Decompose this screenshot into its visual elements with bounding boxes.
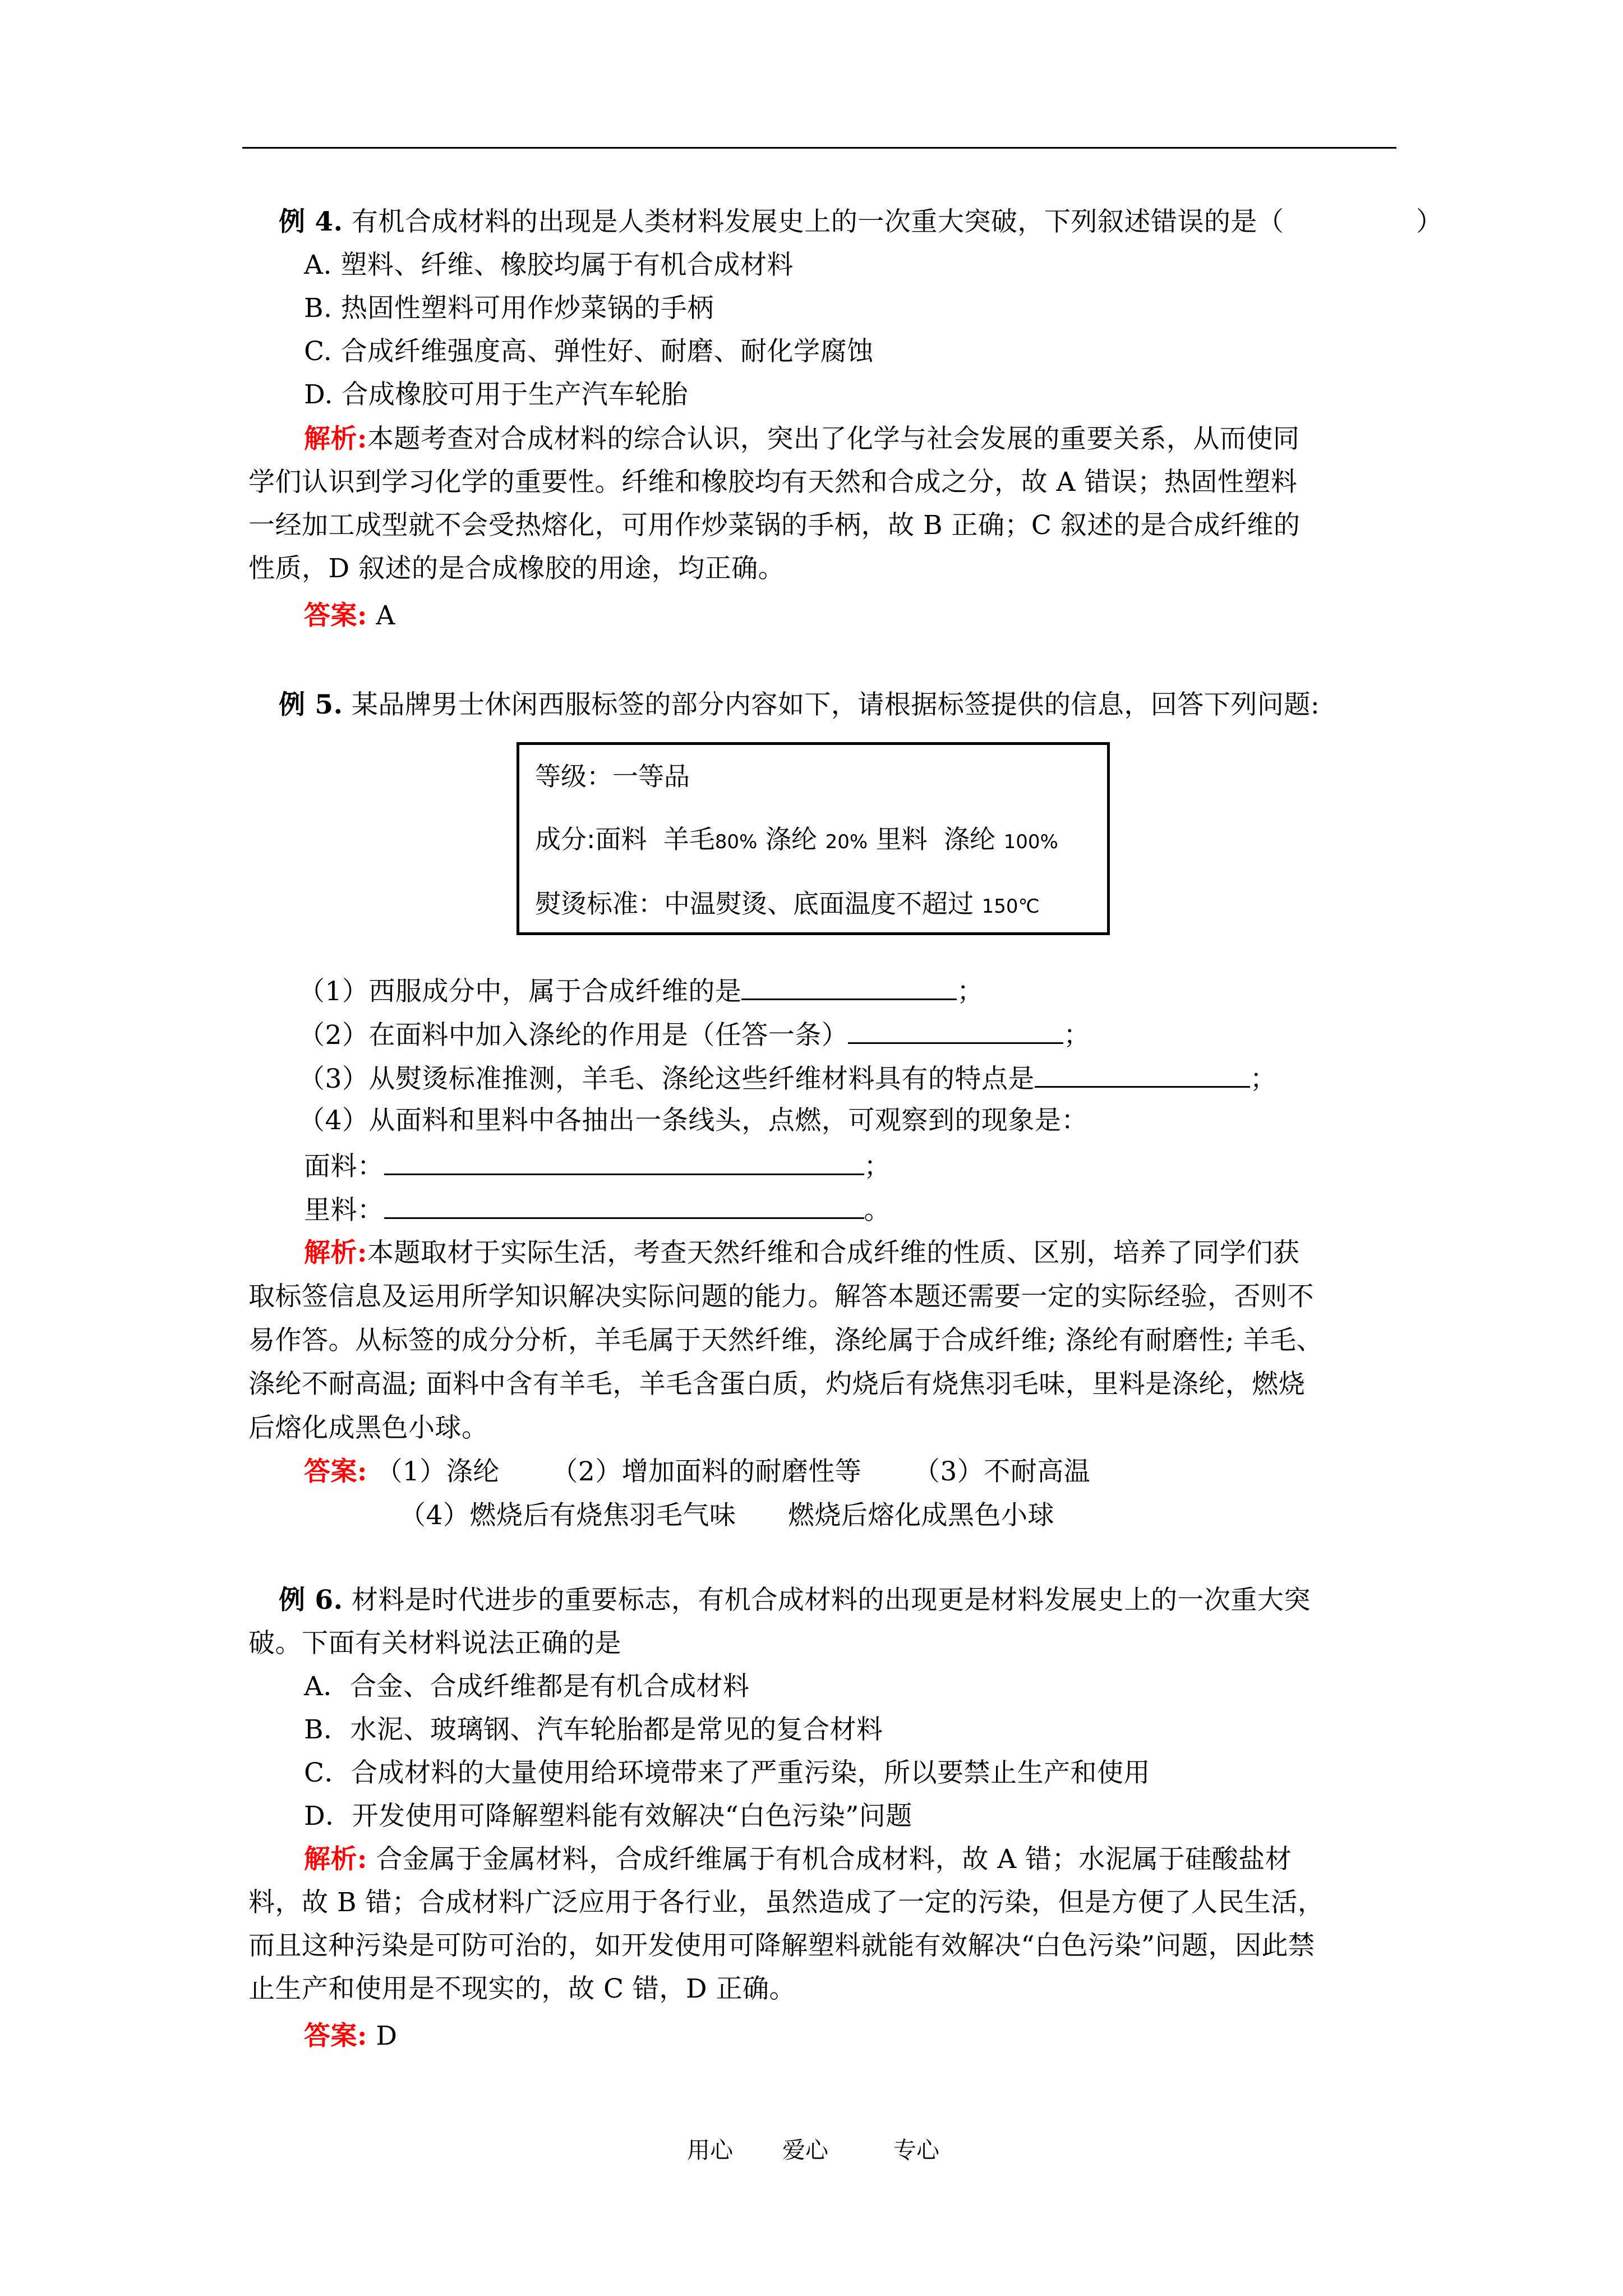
ex5-q1: （1）西服成分中，属于合成纤维的是 ； <box>298 973 984 1009</box>
ex4-answer-label: 答案: <box>304 600 367 631</box>
ex5-question <box>279 688 1320 722</box>
ex4-option-c: C. 合成纤维强度高、弹性好、耐磨、耐化学腐蚀 <box>304 336 874 367</box>
ex5-question-text: 某品牌男士休闲西服标签的部分内容如下，请根据标签提供的信息，回答下列问题: <box>351 689 1320 720</box>
ex5-label: 例 5. <box>279 689 343 720</box>
ex6-question-line1: 例 6. 材料是时代进步的重要标志，有机合成材料的出现更是材料发展史上的一次重大突 <box>279 1585 1311 1616</box>
footer-item-3: 专心 <box>893 2137 939 2164</box>
ex5-analysis-line4: 涤纶不耐高温; 面料中含有羊毛，羊毛含蛋白质，灼烧后有烧焦羽毛味，里料是涤纶，燃烧 <box>248 1369 1306 1400</box>
ex4-option-a: A. 塑料、纤维、橡胶均属于有机合成材料 <box>304 250 794 280</box>
tag-grade: 等级：一等品 <box>535 761 690 792</box>
ex4-question <box>279 205 1284 239</box>
ex4-answer-value: A <box>376 600 395 631</box>
footer-item-2: 爱心 <box>782 2137 828 2164</box>
ex5-analysis-line1: 解析:本题取材于实际生活，考查天然纤维和合成纤维的性质、区别，培养了同学们获 <box>304 1237 1300 1268</box>
ex4-option-d: D. 合成橡胶可用于生产汽车轮胎 <box>304 379 688 410</box>
ex4-analysis-line2: 学们认识到学习化学的重要性。纤维和橡胶均有天然和合成之分，故 A 错误；热固性塑料 <box>248 467 1298 498</box>
ex5-analysis-line2: 取标签信息及运用所学知识解决实际问题的能力。解答本题还需要一定的实际经验，否则不 <box>248 1281 1314 1312</box>
ex6-question-line2: 破。下面有关材料说法正确的是 <box>248 1628 621 1659</box>
ex5-q3-blank[interactable] <box>1035 1060 1250 1088</box>
ex6-answer-label: 答案: <box>304 2021 367 2051</box>
ex5-analysis-label: 解析: <box>304 1237 367 1268</box>
ex6-analysis-line1: 解析: 合金属于金属材料，合成纤维属于有机合成材料，故 A 错；水泥属于硅酸盐材 <box>304 1844 1292 1875</box>
ex6-option-a: A．合金、合成纤维都是有机合成材料 <box>304 1671 750 1702</box>
footer-item-1: 用心 <box>687 2137 733 2164</box>
ex6-analysis-label: 解析: <box>304 1844 367 1875</box>
ex4-analysis-label: 解析: <box>304 424 367 454</box>
ex6-analysis-line4: 止生产和使用是不现实的，故 C 错，D 正确。 <box>248 1973 796 2004</box>
ex6-option-b: B．水泥、玻璃钢、汽车轮胎都是常见的复合材料 <box>304 1714 883 1745</box>
ex5-q1-blank[interactable] <box>741 973 957 1000</box>
ex4-analysis-line1: 解析:本题考查对合成材料的综合认识，突出了化学与社会发展的重要关系，从而使同 <box>304 424 1300 454</box>
ex6-option-c: C．合成材料的大量使用给环境带来了严重污染，所以要禁止生产和使用 <box>304 1757 1150 1788</box>
ex4-analysis-line4: 性质，D 叙述的是合成橡胶的用途，均正确。 <box>248 553 785 584</box>
ex5-lining-blank[interactable] <box>384 1191 864 1219</box>
ex5-q2-blank[interactable] <box>848 1016 1063 1044</box>
ex5-q4: （4）从面料和里料中各抽出一条线头，点燃，可观察到的现象是： <box>298 1105 1088 1136</box>
garment-tag <box>517 742 1110 935</box>
ex4-analysis-line3: 一经加工成型就不会受热熔化，可用作炒菜锅的手柄，故 B 正确；C 叙述的是合成纤维的 <box>248 510 1301 541</box>
tag-composition: 成分:面料 羊毛80% 涤纶 20% 里料 涤纶 100% <box>535 824 1058 854</box>
ex6-analysis-line3: 而且这种污染是可防可治的，如开发使用可降解塑料就能有效解决“白色污染”问题，因此禁 <box>248 1930 1315 1961</box>
ex6-answer <box>304 2019 398 2053</box>
ex5-lining-line: 里料： 。 <box>304 1191 891 1227</box>
ex4-option-b: B. 热固性塑料可用作炒菜锅的手柄 <box>304 293 714 324</box>
ex6-label: 例 6. <box>279 1585 343 1616</box>
ex4-label: 例 4. <box>279 206 343 237</box>
ex6-analysis-line2: 料，故 B 错；合成材料广泛应用于各行业，虽然造成了一定的污染，但是方便了人民生活， <box>248 1887 1325 1918</box>
header-rule <box>242 147 1396 149</box>
ex4-paren-close: ） <box>1416 206 1443 237</box>
ex6-answer-value: D <box>376 2021 398 2051</box>
ex5-answer-label: 答案: <box>304 1456 367 1487</box>
tag-ironing: 熨烫标准：中温熨烫、底面温度不超过 150℃ <box>535 889 1040 919</box>
ex6-option-d: D．开发使用可降解塑料能有效解决“白色污染”问题 <box>304 1801 912 1832</box>
ex4-answer <box>304 599 395 633</box>
ex5-answer-line1: 答案: （1）涤纶 （2）增加面料的耐磨性等 （3）不耐高温 <box>304 1456 1091 1487</box>
ex5-fabric-line: 面料： ； <box>304 1148 891 1184</box>
ex5-fabric-blank[interactable] <box>384 1148 864 1175</box>
ex5-answer-line2: （4）燃烧后有烧焦羽毛气味 燃烧后熔化成黑色小球 <box>399 1500 1055 1531</box>
ex5-analysis-line3: 易作答。从标签的成分分析，羊毛属于天然纤维，涤纶属于合成纤维; 涤纶有耐磨性; 羊毛、 <box>248 1325 1324 1356</box>
ex4-question-text: 有机合成材料的出现是人类材料发展史上的一次重大突破，下列叙述错误的是（ <box>351 206 1284 237</box>
ex5-analysis-line5: 后熔化成黑色小球。 <box>248 1412 488 1443</box>
ex5-q3: （3）从熨烫标准推测，羊毛、涤纶这些纤维材料具有的特点是 ； <box>298 1060 1276 1096</box>
ex5-q2: （2）在面料中加入涤纶的作用是（任答一条） ； <box>298 1016 1090 1052</box>
